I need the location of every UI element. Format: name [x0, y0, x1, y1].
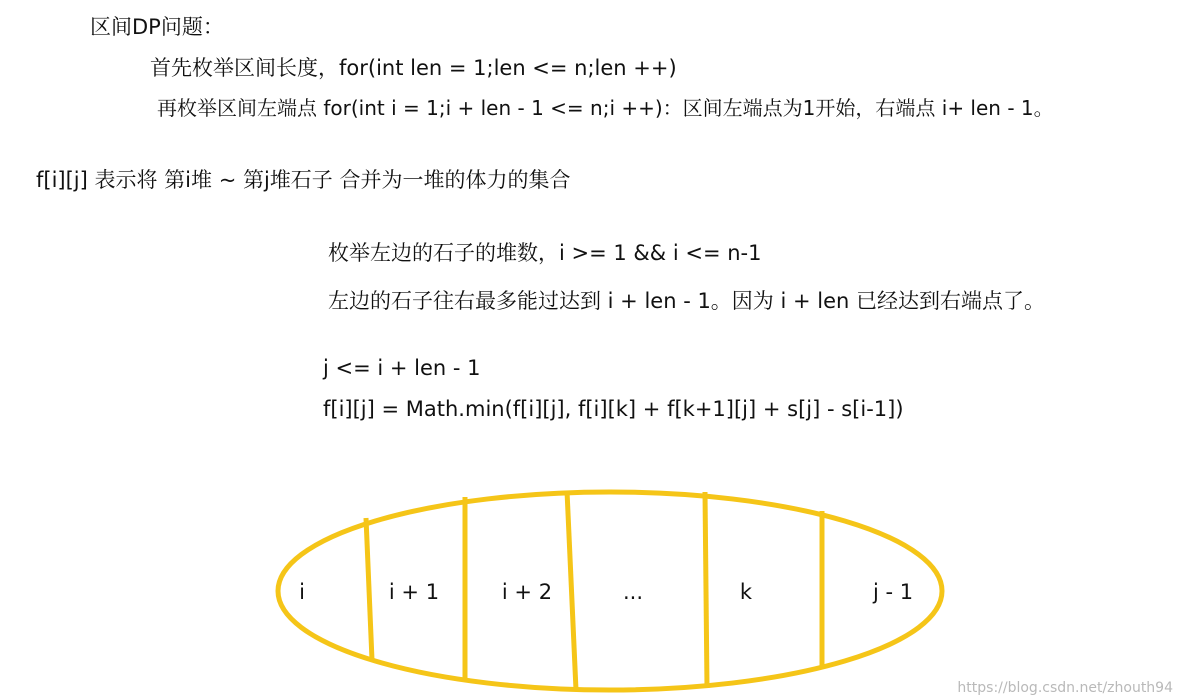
left-reach-text: 左边的石子往右最多能过达到 i + len - 1。因为 i + len 已经达到右端点了。 — [328, 289, 1046, 313]
stones-ellipse — [278, 492, 942, 690]
watermark: https://blog.csdn.net/zhouth94 — [957, 680, 1173, 696]
segment-label: j - 1 — [872, 580, 914, 604]
divider-line — [366, 518, 372, 660]
loop-len-text: 首先枚举区间长度，for(int len = 1;len <= n;len ++) — [150, 56, 677, 80]
segment-label: k — [739, 580, 753, 604]
j-bound-text: j <= i + len - 1 — [323, 356, 481, 380]
segment-label: i + 2 — [501, 580, 553, 604]
segment-label: i — [299, 580, 305, 604]
divider-line — [705, 492, 707, 688]
state-definition: f[i][j] 表示将 第i堆 ~ 第j堆石子 合并为一堆的体力的集合 — [36, 168, 571, 192]
segment-label: i + 1 — [388, 580, 440, 604]
divider-line — [567, 491, 576, 690]
segment-label: ... — [622, 580, 644, 604]
transition-formula: f[i][j] = Math.min(f[i][j], f[i][k] + f[k+1][j] + s[j] - s[i-1]) — [323, 397, 904, 421]
heading: 区间DP问题： — [90, 15, 224, 39]
loop-left-text: 再枚举区间左端点 for(int i = 1;i + len - 1 <= n;i ++)：区间左端点为1开始，右端点 i+ len - 1。 — [157, 96, 1054, 120]
enum-left-text: 枚举左边的石子的堆数，i >= 1 && i <= n-1 — [328, 241, 762, 265]
